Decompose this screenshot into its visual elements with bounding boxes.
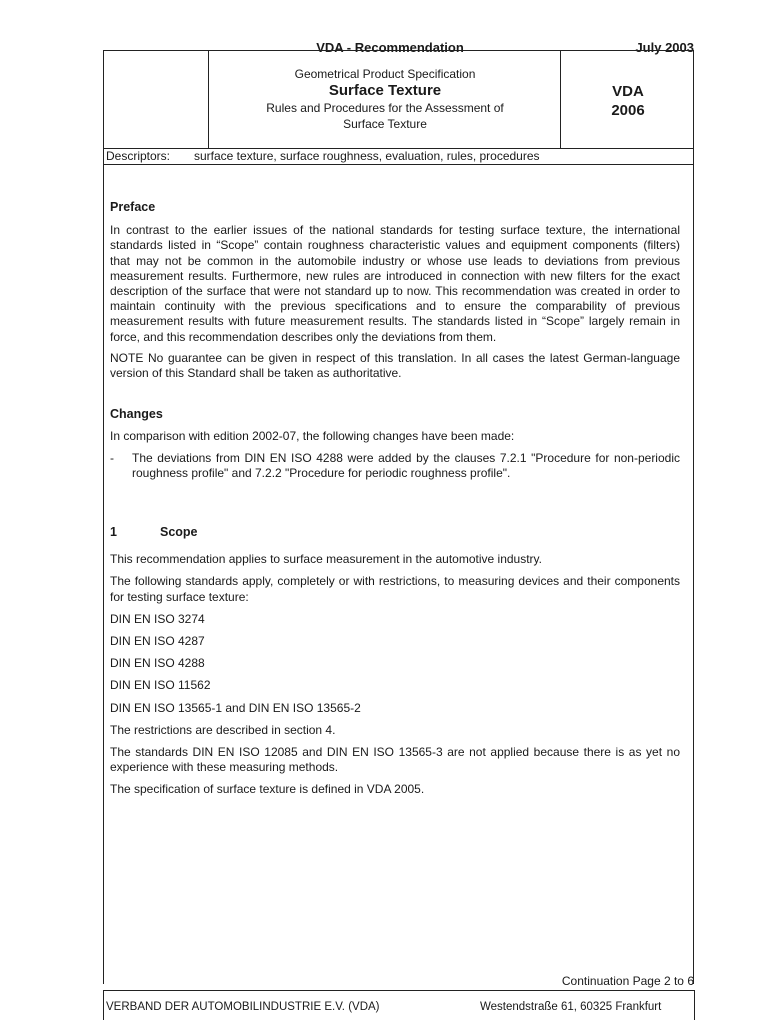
header-spec-line: Geometrical Product Specification [294, 67, 476, 81]
footer-divider [103, 990, 694, 991]
header-column-divider-left [208, 50, 209, 148]
header-title-block [210, 66, 560, 132]
document-date: July 2003 [635, 40, 694, 55]
header-code-number: 2006 [611, 102, 645, 119]
header-code-org: VDA [612, 83, 644, 100]
descriptors-label: Descriptors: [106, 149, 171, 163]
descriptors-divider [103, 164, 694, 165]
header-subtitle-line1: Rules and Procedures for the Assessment of [266, 101, 504, 115]
footer-organization: VERBAND DER AUTOMOBILINDUSTRIE E.V. (VDA) [106, 1001, 380, 1013]
scope-paragraph-1: This recommendation applies to surface measurement in the automotive industry. [110, 552, 542, 567]
scope-paragraph-3: The restrictions are described in section 4. [110, 722, 336, 737]
header-main-title: Surface Texture [328, 82, 442, 99]
scope-section-number: 1 [110, 525, 117, 540]
header-column-divider-right [560, 50, 561, 148]
continuation-note: Continuation Page 2 to 6 [561, 974, 694, 988]
descriptors-row [106, 149, 540, 164]
standard-item: DIN EN ISO 11562 [110, 678, 211, 693]
standard-item: DIN EN ISO 13565-1 and DIN EN ISO 13565-2 [110, 700, 361, 715]
preface-note: NOTE No guarantee can be given in respect of this translation. In all cases the latest German-language version of this Standard shall be taken as authoritative. [110, 350, 680, 381]
scope-heading [110, 525, 680, 540]
scope-paragraph-2: The following standards apply, completely or with restrictions, to measuring devices and their components for testing surface texture: [110, 574, 680, 604]
header-code-block [562, 82, 694, 120]
footer-border-right [694, 990, 695, 1020]
standard-item: DIN EN ISO 4288 [110, 656, 205, 671]
footer-border-left [103, 990, 104, 1020]
bullet-mark: - [110, 450, 114, 465]
footer-address: Westendstraße 61, 60325 Frankfurt [480, 1001, 662, 1013]
descriptors-value: surface texture, surface roughness, evaluation, rules, procedures [194, 149, 540, 163]
changes-bullet-text: The deviations from DIN EN ISO 4288 were added by the clauses 7.2.1 "Procedure for non-periodic roughness profile" and 7.2.2 "Procedure for periodic roughness profile". [132, 450, 680, 480]
header-subtitle-line2: Surface Texture [343, 117, 427, 131]
scope-paragraph-4: The standards DIN EN ISO 12085 and DIN EN ISO 13565-3 are not applied because there is as yet no experience with these measuring methods. [110, 745, 680, 775]
document-body [110, 200, 680, 798]
standard-item: DIN EN ISO 4287 [110, 634, 205, 649]
changes-intro: In comparison with edition 2002-07, the following changes have been made: [110, 429, 515, 444]
preface-paragraph: In contrast to the earlier issues of the national standards for testing surface texture, the international standards listed in “Scope” contain roughness characteristic values and equipment components (filters) that may not be common in the automobile industry or whose use leads to deviations from previous measurement results. Furthermore, new rules are introduced in connection with new filters for the exact description of the surface that were not standard up to now. This recommendation was created in order to maintain continuity with the previous specifications and to ensure the comparability of previous measurement results with future measurement results. The standards listed in “Scope” largely remain in force, and this recommendation describes only the deviations from them. [110, 223, 680, 344]
document-type-title: VDA - Recommendation [316, 40, 464, 55]
preface-heading: Preface [110, 200, 156, 214]
scope-heading-text: Scope [160, 525, 198, 540]
scope-paragraph-5: The specification of surface texture is defined in VDA 2005. [110, 782, 425, 797]
changes-list-item [110, 451, 680, 481]
changes-heading: Changes [110, 407, 163, 422]
standard-item: DIN EN ISO 3274 [110, 611, 205, 626]
